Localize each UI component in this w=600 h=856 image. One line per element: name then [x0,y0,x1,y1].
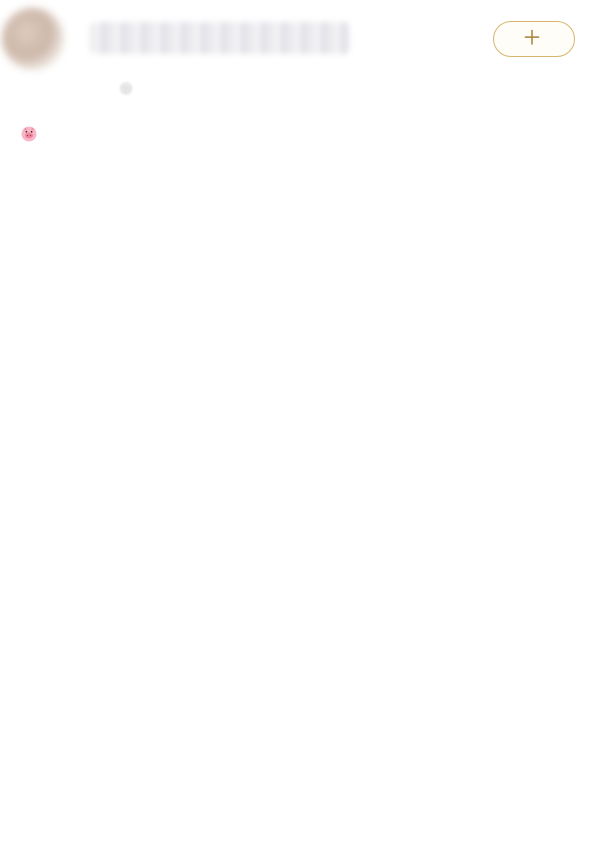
avatar[interactable] [2,8,64,70]
post-header [0,0,600,110]
pig-face-icon [20,125,38,143]
blurred-username[interactable] [90,22,350,54]
plus-icon: ＋ [523,28,541,49]
location-icon: ◎ [120,80,133,96]
post-line-pig [19,116,584,152]
post-body [19,116,584,152]
follow-button[interactable] [493,21,575,57]
location-label [120,80,270,104]
